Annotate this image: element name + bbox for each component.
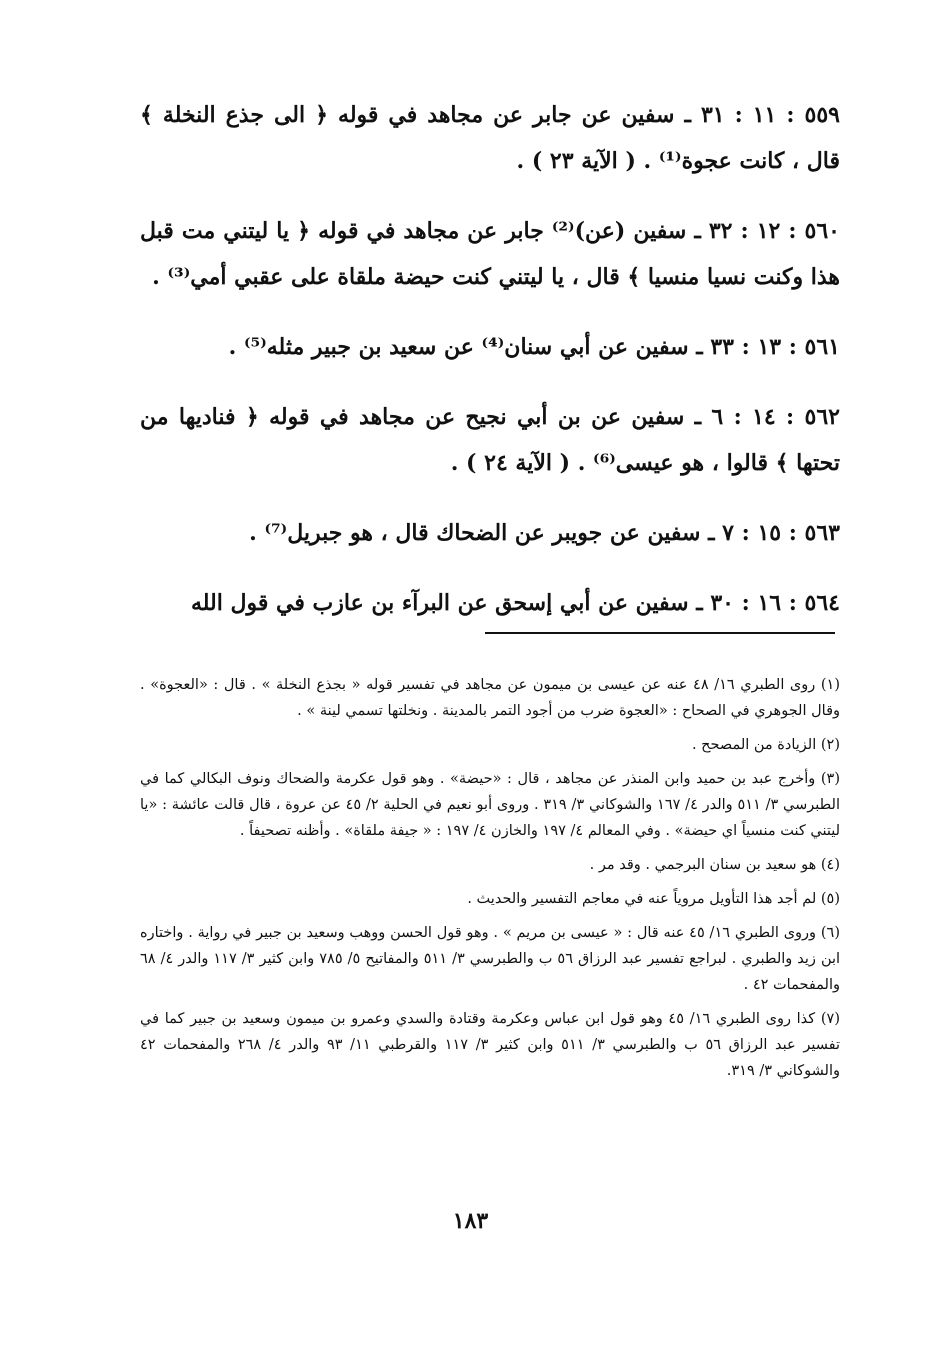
footnotes: [140, 672, 840, 1092]
footnote-4: (٤) هو سعيد بن سنان البرجمي . وقد مر .: [589, 857, 840, 873]
entry-563: ٥٦٣ : ١٥ : ٧ ـ سفين عن جويبر عن الضحاك قال ، هو جبريل⁽⁷⁾ .: [249, 520, 840, 546]
footnote-2: (٢) الزيادة من المصحح .: [691, 737, 840, 753]
footnote-7: (٧) كذا روى الطبري ١٦/ ٤٥ وهو قول ابن عباس وعكرمة وقتادة والسدي وعمرو بن ميمون وسعيد بن جبير كما في تفسير عبد الرزاق ٥٦ ب والطبرسي ٣/ ٥١١ وابن كثير ٣/ ١١٧ والقرطبي ١١/ ٩٣ والدر ٤/ ٢٦٨ والمفحمات ٤٢ والشوكاني ٣/ ٣١٩.: [140, 1011, 841, 1079]
page-number: ١٨٣: [452, 1208, 489, 1234]
entry-562: ٥٦٢ : ١٤ : ٦ ـ سفين عن بن أبي نجيح عن مجاهد في قوله ﴿ فناديها من تحتها ﴾ قالوا ، هو عيسى⁽⁶⁾ . ( الآية ٢٤ ) .: [140, 404, 840, 476]
footnote-5: (٥) لم أجد هذا التأويل مروياً عنه في معاجم التفسير والحديث .: [467, 891, 840, 907]
footnote-divider: [485, 632, 835, 634]
footnote-6: (٦) وروى الطبري ١٦/ ٤٥ عنه قال : « عيسى بن مريم » . وهو قول الحسن ووهب وسعيد بن جبير في رواية . واختاره ابن زيد والطبري . لبراجع تفسير عبد الرزاق ٥٦ ب والطبرسي ٣/ ٥١١ والمفاتيح ٥/ ٧٨٥ وابن كثير ٣/ ١١٧ والدر ٤/ ٦٨ والمفحمات ٤٢ .: [140, 925, 841, 993]
footnote-3: (٣) وأخرج عبد بن حميد وابن المنذر عن مجاهد ، قال : «حيضة» . وهو قول عكرمة والضحاك ونوف البكالي كما في الطبرسي ٣/ ٥١١ والدر ٤/ ١٦٧ والشوكاني ٣/ ٣١٩ . وروى أبو نعيم في الحلية ٢/ ٤٥ عن عروة ، قال قالت عائشة : «يا ليتني كنت منسياً اي حيضة» . وفي المعالم ٤/ ١٩٧ والخازن ٤/ ١٩٧ : « جيفة ملقاة» . وأظنه تصحيفاً .: [140, 771, 840, 839]
entry-561: ٥٦١ : ١٣ : ٣٣ ـ سفين عن أبي سنان⁽⁴⁾ عن سعيد بن جبير مثله⁽⁵⁾ .: [228, 334, 840, 360]
entry-559: ٥٥٩ : ١١ : ٣١ ـ سفين عن جابر عن مجاهد في قوله ﴿ الى جذع النخلة ﴾ قال ، كانت عجوة⁽¹⁾ . ( الآية ٢٣ ) .: [140, 102, 840, 174]
entry-564: ٥٦٤ : ١٦ : ٣٠ ـ سفين عن أبي إسحق عن البرآء بن عازب في قول الله: [190, 590, 840, 616]
main-text: [140, 92, 840, 650]
entry-560: ٥٦٠ : ١٢ : ٣٢ ـ سفين (عن)⁽²⁾ جابر عن مجاهد في قوله ﴿ يا ليتني مت قبل هذا وكنت نسيا منسيا ﴾ قال ، يا ليتني كنت حيضة ملقاة على عقبي أمي⁽³⁾ .: [140, 218, 840, 290]
footnote-1: (١) روى الطبري ١٦/ ٤٨ عنه عن عيسى بن ميمون عن مجاهد في تفسير قوله « بجذع النخلة » . قال : «العجوة» . وقال الجوهري في الصحاح : «العجوة ضرب من أجود التمر بالمدينة . ونخلتها تسمي لينة » .: [140, 677, 840, 719]
